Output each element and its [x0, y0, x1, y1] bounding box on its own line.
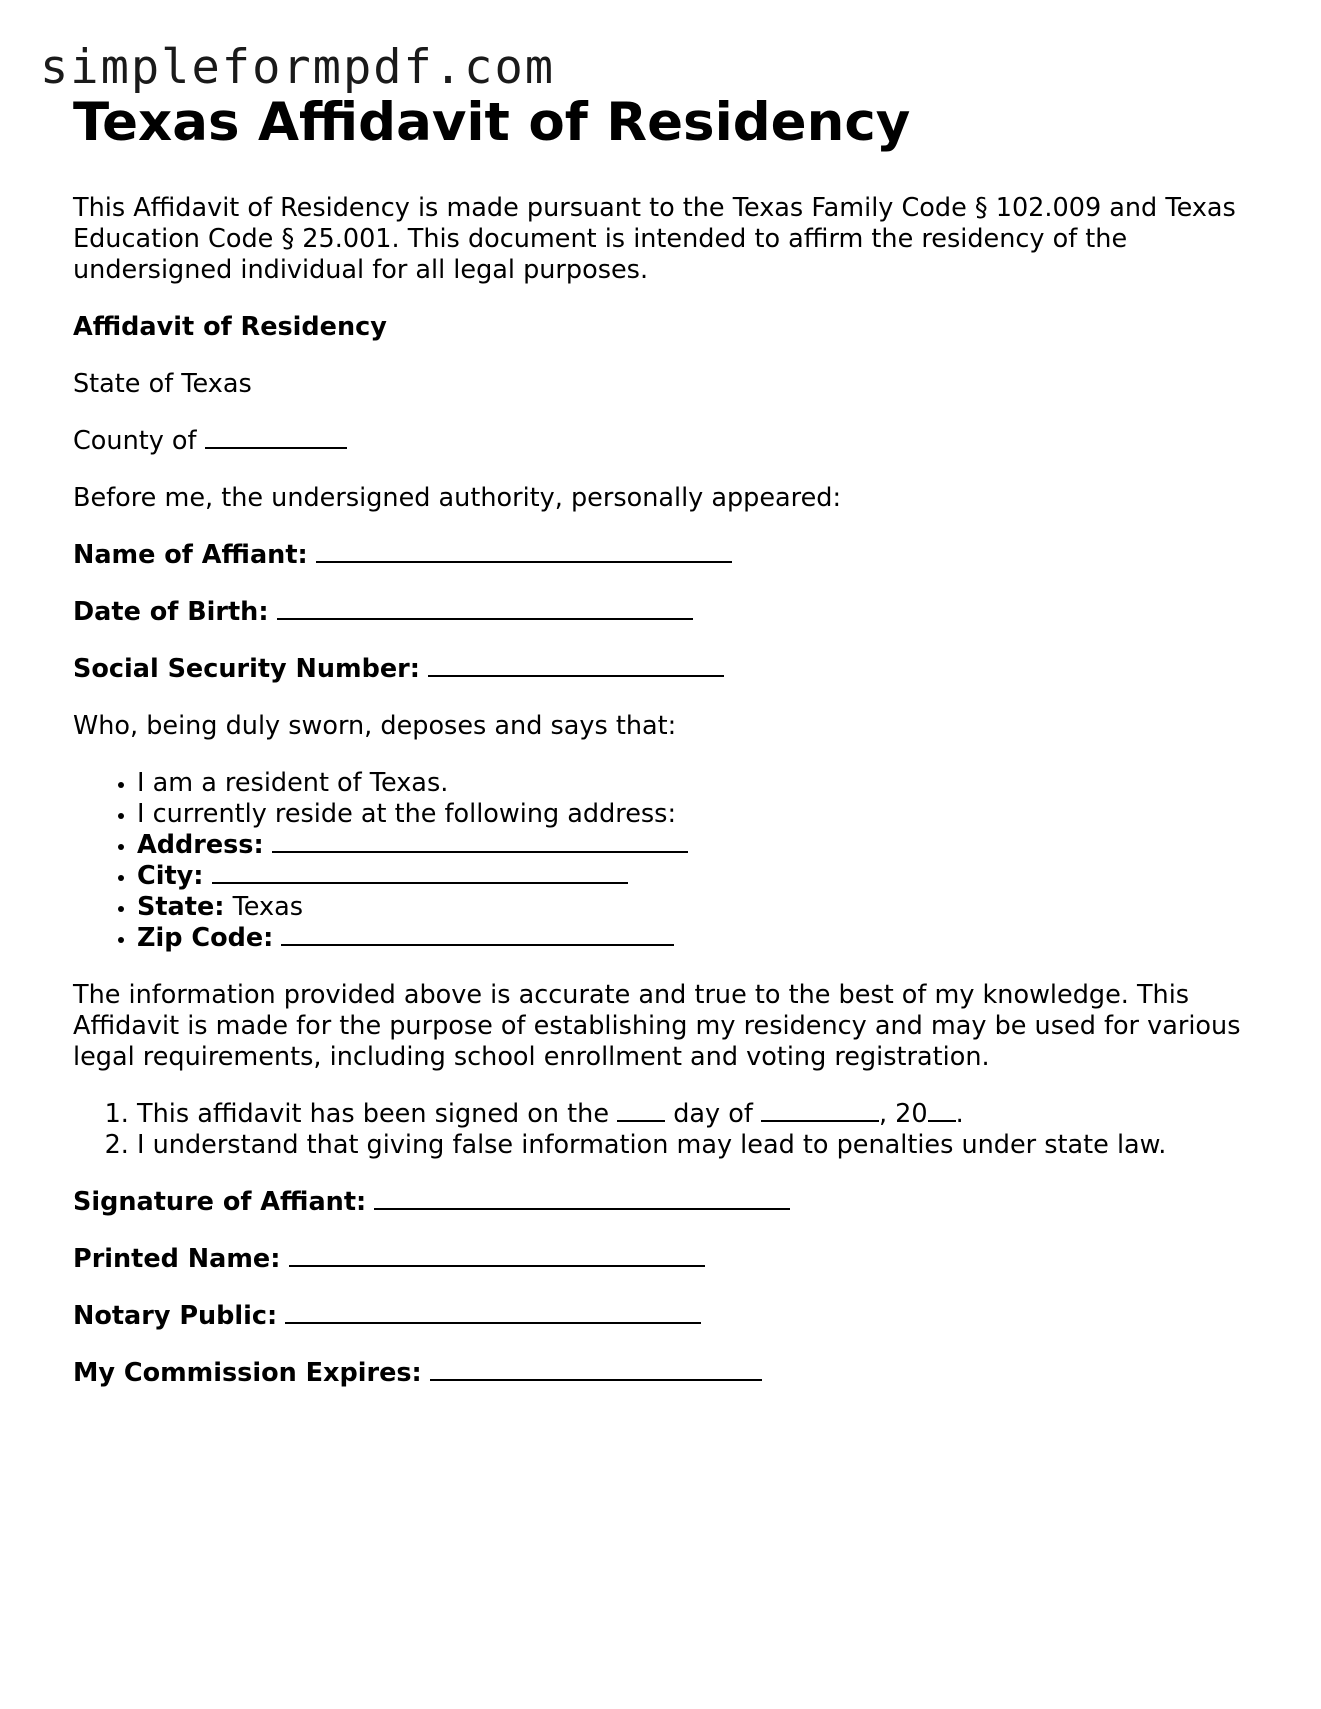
- county-label: County of: [73, 426, 197, 456]
- year-blank[interactable]: [928, 1099, 956, 1122]
- zip-blank[interactable]: [281, 923, 674, 946]
- numbered-statements: [73, 1099, 1253, 1161]
- day-blank[interactable]: [617, 1099, 665, 1122]
- state-line: State of Texas: [73, 369, 252, 399]
- month-blank[interactable]: [761, 1099, 879, 1122]
- signed-date-text: This affidavit has been signed on the: [137, 1099, 610, 1129]
- document-body: [73, 88, 1253, 1415]
- zip-label: Zip Code:: [137, 923, 274, 953]
- list-item: • I currently reside at the following address:: [137, 799, 1253, 830]
- printed-name-blank[interactable]: [289, 1244, 705, 1267]
- city-blank[interactable]: [212, 861, 628, 884]
- list-item-signed-date: [137, 1099, 1253, 1130]
- affiant-name-blank[interactable]: [316, 540, 732, 563]
- watermark: simpleformpdf.com: [40, 40, 556, 95]
- notary-line: [73, 1301, 1253, 1332]
- before-me-line: Before me, the undersigned authority, personally appeared:: [73, 483, 842, 513]
- commission-line: [73, 1358, 1253, 1389]
- notary-label: Notary Public:: [73, 1301, 278, 1331]
- section-heading: Affidavit of Residency: [73, 312, 387, 342]
- signature-label: Signature of Affiant:: [73, 1187, 367, 1217]
- ssn-blank[interactable]: [428, 654, 724, 677]
- commission-label: My Commission Expires:: [73, 1358, 422, 1388]
- dob-blank[interactable]: [277, 597, 693, 620]
- affiant-name-label: Name of Affiant:: [73, 540, 308, 570]
- intro-paragraph: This Affidavit of Residency is made pursuant to the Texas Family Code § 102.009 and Texas Education Code § 25.001. This document is intended to affirm the residency of the undersigned individual for all legal purposes.: [73, 193, 1236, 285]
- affiant-name-line: [73, 540, 1253, 571]
- address-blank[interactable]: [272, 830, 688, 853]
- day-of-text: day of: [673, 1099, 753, 1129]
- residency-bullets: [73, 768, 1253, 954]
- page-title: Texas Affidavit of Residency: [73, 92, 911, 153]
- county-line: [73, 426, 1253, 457]
- year-prefix-text: , 20: [878, 1099, 928, 1129]
- list-item-address: [137, 830, 1253, 861]
- signature-blank[interactable]: [374, 1187, 790, 1210]
- sworn-statement: Who, being duly sworn, deposes and says that:: [73, 711, 677, 741]
- period-text: .: [955, 1099, 964, 1129]
- list-item: • I am a resident of Texas.: [137, 768, 1253, 799]
- county-blank[interactable]: [205, 426, 347, 449]
- list-item-city: [137, 861, 1253, 892]
- state-value: Texas: [232, 892, 304, 922]
- address-label: Address:: [137, 830, 264, 860]
- dob-label: Date of Birth:: [73, 597, 269, 627]
- printed-name-line: [73, 1244, 1253, 1275]
- signature-line: [73, 1187, 1253, 1218]
- state-label: State:: [137, 892, 225, 922]
- ssn-line: [73, 654, 1253, 685]
- list-item-penalty: 2. I understand that giving false information may lead to penalties under state law.: [137, 1130, 1253, 1161]
- printed-name-label: Printed Name:: [73, 1244, 281, 1274]
- dob-line: [73, 597, 1253, 628]
- declaration-paragraph: The information provided above is accurate and true to the best of my knowledge. This Affidavit is made for the purpose of establishing my residency and may be used for various legal requirements, including school enrollment and voting registration.: [73, 980, 1241, 1072]
- list-item-zip: [137, 923, 1253, 954]
- city-label: City:: [137, 861, 204, 891]
- notary-blank[interactable]: [285, 1301, 701, 1324]
- list-item-state: [137, 892, 1253, 923]
- commission-blank[interactable]: [430, 1358, 762, 1381]
- ssn-label: Social Security Number:: [73, 654, 420, 684]
